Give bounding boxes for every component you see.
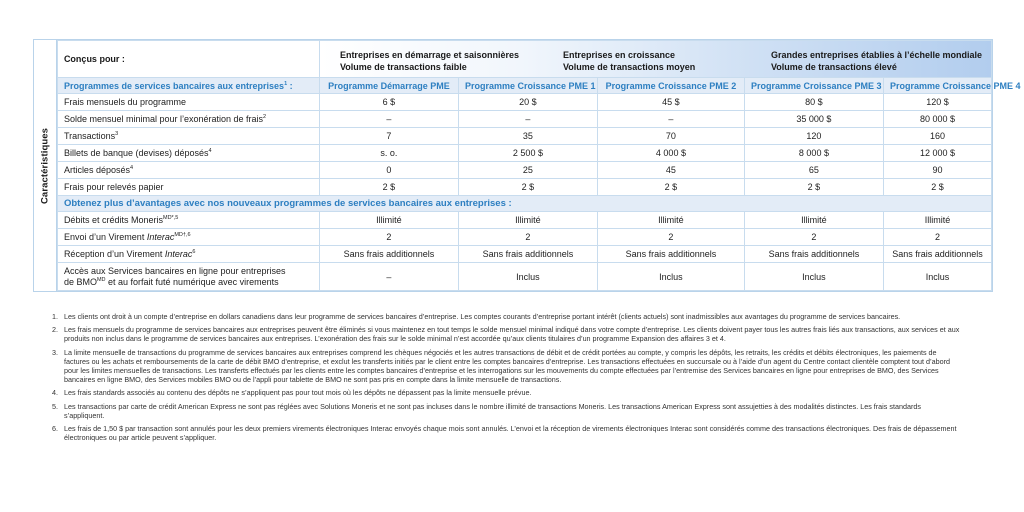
cell-value: Sans frais additionnels (883, 246, 991, 263)
group-title: Entreprises en croissance (562, 50, 675, 60)
cell-value: Illimité (319, 212, 458, 229)
cell-value: 45 (597, 162, 744, 179)
program-name: Programme Croissance PME 3 (744, 78, 883, 94)
footnote-number: 3. (52, 347, 58, 357)
row-label: Réception d’un Virement Interac$^6$ (57, 246, 319, 263)
row-label: Débits et crédits Moneris$^{MD*,5}$ (57, 212, 319, 229)
footnote-number: 1. (52, 312, 58, 321)
footnote (52, 402, 962, 420)
group-title: Entreprises en démarrage et saisonnières (339, 50, 520, 60)
footnote-text: Les frais mensuels du programme de services bancaires aux entreprises peuvent être éliminés si vous maintenez en tout temps le solde mensuel minimal indiqué dans votre compte d’entreprise. Les clients doivent payer tous les autres frais liés aux transactions, aux services et aux produits non inclus dans le programme de services bancaires aux entreprises. L’exonération des frais sur le solde minimal n’est accordée qu’aux clients titulaires d’un programme Expansion des affaires 3 et 4. (64, 325, 960, 344)
footnote-text: Les clients ont droit à un compte d’entreprise en dollars canadiens dans leur programme de services bancaires d’entreprise. Les comptes courants d’entreprise portant intérêt (clients actuels) sont inadmissibles aux avantages du programme de services bancaires. (64, 312, 901, 321)
table-row (57, 263, 991, 291)
cell-value: 35 000 $ (744, 111, 883, 128)
cell-value: Sans frais additionnels (458, 246, 597, 263)
cell-value: 80 $ (744, 94, 883, 111)
program-row-label: Programmes de services bancaires aux entreprises$^1$ : (57, 78, 319, 94)
row-label: Frais mensuels du programme (57, 94, 319, 111)
program-row (57, 78, 991, 94)
cell-value: Illimité (597, 212, 744, 229)
row-label: Transactions$^3$ (57, 128, 319, 145)
table-row (57, 229, 991, 246)
footnote (52, 312, 962, 321)
row-label: Billets de banque (devises) déposés$^4$ (57, 145, 319, 162)
cell-value: 8 000 $ (744, 145, 883, 162)
row-label: Articles déposés$^4$ (57, 162, 319, 179)
table-row (57, 145, 991, 162)
table-row (57, 111, 991, 128)
side-label: Caractéristiques (39, 127, 51, 204)
cell-value: 6 $ (319, 94, 458, 111)
cell-value: 120 $ (883, 94, 991, 111)
cell-value: – (597, 111, 744, 128)
group-startup (340, 49, 519, 73)
cell-value: Inclus (597, 263, 744, 291)
cell-value: 2 (319, 229, 458, 246)
cell-value: Inclus (744, 263, 883, 291)
cell-value: 2 (883, 229, 991, 246)
fee-table-container (33, 39, 1021, 292)
header-groups-cell (319, 41, 991, 78)
footnote (52, 348, 962, 385)
header-row (57, 41, 991, 78)
table-row (57, 128, 991, 145)
cell-value: Illimité (458, 212, 597, 229)
table-row (57, 212, 991, 229)
cell-value: Sans frais additionnels (744, 246, 883, 263)
group-growth (563, 49, 695, 73)
cell-value: 2 $ (744, 179, 883, 196)
footnote-text: La limite mensuelle de transactions du programme de services bancaires aux entreprises comprend les chèques négociés et les autres transactions de débit et de crédit portées au compte, y compris les dépôts, les retraits, les crédits et débits électroniques, les paiements de factures ou les achats et remboursements de la carte de débit BMO d’entreprise, et exclut les transferts initiés par le client entre les comptes bancaires d’entreprise. Les transactions effectuées en succursale ou à l’aide d’un agent du Centre contact clientèle comptent tout d’abord pour les limites mensuelles de transactions. Les transferts effectués par les clients entre les comptes bancaires d’entreprise et les interrogations sur les mouvements du compte effectuées par l’entremise des Services bancaires en ligne pour entreprises de BMO, des Services bancaires en ligne BMO, des Services mobiles BMO ou de l’appli pour tablette de BMO ne sont pas pris en compte dans la limite mensuelle de transactions. (64, 347, 951, 385)
cell-value: 90 (883, 162, 991, 179)
footnote-number: 6. (52, 424, 58, 434)
row-label: Frais pour relevés papier (57, 179, 319, 196)
cell-value: 2 (458, 229, 597, 246)
promo-row (57, 196, 991, 212)
table-row (57, 179, 991, 196)
cell-value: 80 000 $ (883, 111, 991, 128)
footnote (52, 325, 962, 343)
program-name: Programme Démarrage PME (319, 78, 458, 94)
cell-value: Inclus (883, 263, 991, 291)
cell-value: s. o. (319, 145, 458, 162)
row-label: Envoi d’un Virement Interac$^{MD\dagger,6}$ (57, 229, 319, 246)
cell-value: Sans frais additionnels (319, 246, 458, 263)
header-first-cell: Conçus pour : (57, 41, 319, 78)
cell-value: Inclus (458, 263, 597, 291)
cell-value: 70 (597, 128, 744, 145)
program-name: Programme Croissance PME 4 (883, 78, 991, 94)
cell-value: Illimité (744, 212, 883, 229)
table-row (57, 162, 991, 179)
cell-value: – (319, 111, 458, 128)
cell-value: – (458, 111, 597, 128)
row-label: Solde mensuel minimal pour l’exonération de frais$^2$ (57, 111, 319, 128)
cell-value: – (319, 263, 458, 291)
cell-value: 2 $ (319, 179, 458, 196)
group-volume: Volume de transactions moyen (562, 62, 696, 72)
table-row (57, 246, 991, 263)
cell-value: 160 (883, 128, 991, 145)
footnote-number: 4. (52, 388, 58, 398)
program-name: Programme Croissance PME 2 (597, 78, 744, 94)
promo-text: Obtenez plus d’avantages avec nos nouveaux programmes de services bancaires aux entreprises : (57, 196, 991, 212)
cell-value: 0 (319, 162, 458, 179)
cell-value: 2 (597, 229, 744, 246)
cell-value: Sans frais additionnels (597, 246, 744, 263)
table-row (57, 94, 991, 111)
cell-value: 65 (744, 162, 883, 179)
cell-value: 2 $ (883, 179, 991, 196)
cell-value: 35 (458, 128, 597, 145)
footnote-number: 5. (52, 401, 58, 411)
cell-value: 4 000 $ (597, 145, 744, 162)
footnote (52, 424, 962, 442)
row-label: Accès aux Services bancaires en ligne pour entreprises de $BMO^{MD}$ et au forfait futé numérique avec virements (57, 263, 319, 291)
group-title: Grandes entreprises établies à l’échelle mondiale (770, 50, 983, 60)
footnote-text: Les frais standards associés au contenu des dépôts ne s’appliquent pas pour tout mois où les dépôts ne dépassent pas la limite mensuelle prévue. (64, 388, 532, 398)
cell-value: 120 (744, 128, 883, 145)
group-volume: Volume de transactions faible (339, 62, 467, 72)
cell-value: 25 (458, 162, 597, 179)
header-gradient-bar (320, 41, 991, 77)
cell-value: 12 000 $ (883, 145, 991, 162)
program-name: Programme Croissance PME 1 (458, 78, 597, 94)
cell-value: 45 $ (597, 94, 744, 111)
side-label-cell (34, 40, 57, 291)
group-large (771, 49, 982, 73)
footnote-number: 2. (52, 325, 58, 335)
cell-value: Illimité (883, 212, 991, 229)
group-volume: Volume de transactions élevé (770, 62, 897, 72)
footnote (52, 388, 962, 397)
cell-value: 20 $ (458, 94, 597, 111)
fee-table (57, 40, 1021, 291)
cell-value: 2 $ (597, 179, 744, 196)
footnotes (52, 312, 962, 446)
footnote-text: Les transactions par carte de crédit American Express ne sont pas réglées avec Solutions Moneris et ne sont pas incluses dans le nombre illimité de transactions Moneris. Les transactions American Express sont assujetties à des modalités distinctes. Les frais standards s’appliquent. (64, 401, 921, 420)
footnote-text: Les frais de 1,50 $ par transaction sont annulés pour les deux premiers virements électroniques Interac envoyés chaque mois sont annulés. L’envoi et la réception de virements électroniques Interac sont considérés comme des transactions électroniques. Des frais de dépassement électroniques ou par article peuvent s’appliquer. (64, 424, 957, 443)
cell-value: 7 (319, 128, 458, 145)
cell-value: 2 (744, 229, 883, 246)
cell-value: 2 500 $ (458, 145, 597, 162)
cell-value: 2 $ (458, 179, 597, 196)
